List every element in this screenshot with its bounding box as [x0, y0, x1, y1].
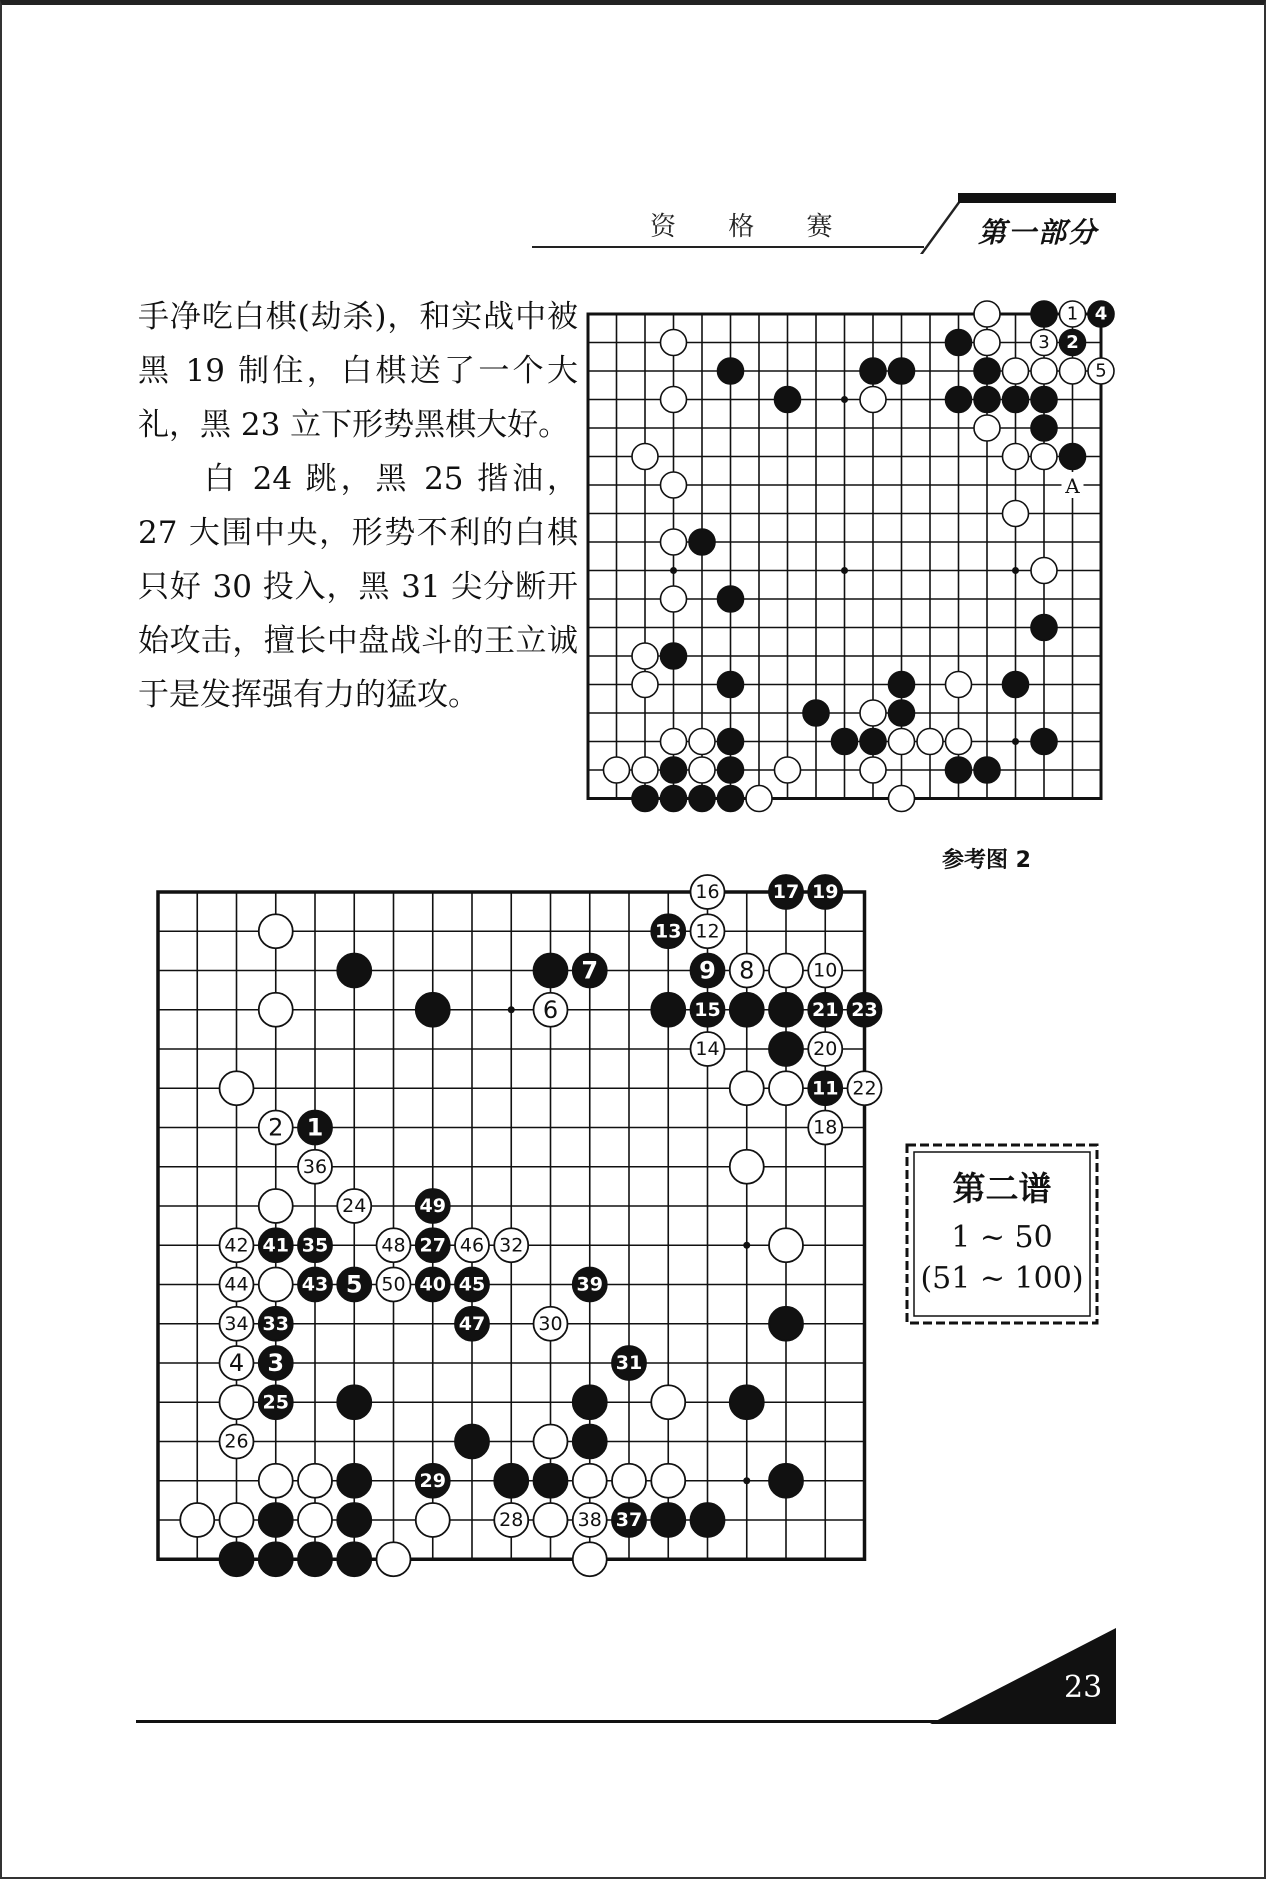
commentary-paragraph-2: 白 24 跳，黑 25 揩油，27 大围中央，形势不利的白棋只好 30 投入，黑 31 尖分断开始攻击，擅长中盘战斗的王立诚于是发挥强有力的猛攻。 — [138, 461, 578, 713]
black-stone — [220, 1542, 254, 1576]
move-number: 48 — [381, 1234, 406, 1257]
black-stone — [1031, 729, 1057, 755]
white-stone — [860, 700, 886, 726]
star-point — [743, 1477, 750, 1484]
black-stone — [259, 1503, 293, 1537]
move-number: 3 — [1038, 332, 1050, 353]
move-number: 5 — [345, 1270, 363, 1299]
white-stone — [974, 330, 1000, 356]
white-stone — [220, 1385, 254, 1419]
white-stone — [573, 1464, 607, 1498]
move-number: 42 — [224, 1234, 249, 1257]
black-stone — [974, 757, 1000, 783]
black-stone — [416, 993, 450, 1027]
star-point — [1012, 567, 1019, 574]
move-number: 21 — [812, 998, 839, 1021]
move-number: 7 — [581, 956, 599, 985]
move-number: 6 — [542, 995, 559, 1024]
commentary-text — [138, 290, 578, 722]
black-stone — [718, 586, 744, 612]
white-stone — [632, 672, 658, 698]
black-stone — [337, 1464, 371, 1498]
white-stone — [259, 993, 293, 1027]
black-stone — [689, 786, 715, 812]
move-number: 30 — [538, 1312, 563, 1335]
move-number: 1 — [1066, 303, 1079, 325]
move-number: 28 — [499, 1509, 524, 1531]
star-point — [841, 396, 848, 403]
white-stone — [632, 444, 658, 470]
black-stone — [259, 1542, 293, 1576]
black-stone — [769, 1307, 803, 1341]
white-stone — [220, 1071, 254, 1105]
black-stone — [1003, 672, 1029, 698]
white-stone — [651, 1385, 685, 1419]
white-stone — [730, 1071, 764, 1105]
white-stone — [860, 757, 886, 783]
white-stone — [534, 1503, 568, 1537]
move-number: 27 — [419, 1234, 446, 1257]
white-stone — [889, 729, 915, 755]
move-number: 11 — [812, 1077, 839, 1100]
black-stone — [730, 1385, 764, 1419]
black-stone — [889, 700, 915, 726]
main-diagram-board — [155, 881, 878, 1604]
white-stone — [689, 757, 715, 783]
header-rule — [532, 246, 924, 248]
white-stone — [416, 1503, 450, 1537]
move-number: 2 — [268, 1113, 284, 1142]
white-stone — [1003, 444, 1029, 470]
black-stone — [946, 757, 972, 783]
white-stone — [534, 1425, 568, 1459]
white-stone — [661, 586, 687, 612]
move-number: 12 — [695, 920, 720, 943]
white-stone — [651, 1464, 685, 1498]
white-stone — [775, 757, 801, 783]
move-number: 20 — [813, 1038, 838, 1060]
black-stone — [573, 1425, 607, 1459]
bottom-rule — [136, 1720, 1116, 1723]
white-stone — [769, 1228, 803, 1262]
move-number: 4 — [1094, 303, 1108, 325]
white-stone — [573, 1542, 607, 1576]
move-number: 50 — [381, 1273, 406, 1296]
black-stone — [1060, 444, 1086, 470]
move-number: 31 — [615, 1352, 643, 1374]
part-label: 第一部分 — [978, 216, 1099, 249]
move-number: 49 — [419, 1195, 446, 1217]
star-point — [1012, 738, 1019, 745]
white-stone — [1031, 558, 1057, 584]
move-number: 45 — [458, 1273, 486, 1296]
white-stone — [259, 1268, 293, 1302]
white-stone — [259, 1189, 293, 1223]
white-stone — [689, 729, 715, 755]
white-stone — [730, 1150, 764, 1184]
move-number: 34 — [224, 1312, 249, 1335]
black-stone — [889, 358, 915, 384]
move-number: 16 — [695, 881, 720, 903]
record-next-range: (51 ~ 100) — [920, 1261, 1084, 1296]
black-stone — [1003, 387, 1029, 413]
white-stone — [946, 672, 972, 698]
black-stone — [769, 993, 803, 1027]
move-number: 4 — [228, 1349, 245, 1377]
black-stone — [718, 672, 744, 698]
record-title: 第二谱 — [952, 1169, 1052, 1208]
black-stone — [1031, 415, 1057, 441]
white-stone — [661, 729, 687, 755]
star-point — [743, 1242, 750, 1249]
black-stone — [803, 700, 829, 726]
white-stone — [661, 330, 687, 356]
move-number: 38 — [577, 1509, 602, 1531]
record-moves-range: 1 ~ 50 — [951, 1220, 1053, 1255]
move-number: 32 — [499, 1234, 524, 1257]
black-stone — [689, 529, 715, 555]
move-number: 19 — [812, 881, 839, 903]
white-stone — [298, 1503, 332, 1537]
white-stone — [917, 729, 943, 755]
black-stone — [534, 1464, 568, 1498]
black-stone — [494, 1464, 528, 1498]
black-stone — [860, 729, 886, 755]
black-stone — [661, 757, 687, 783]
black-stone — [946, 330, 972, 356]
white-stone — [769, 954, 803, 988]
black-stone — [337, 954, 371, 988]
move-number: 10 — [813, 959, 838, 982]
white-stone — [769, 1071, 803, 1105]
move-number: 15 — [694, 998, 721, 1021]
black-stone — [661, 643, 687, 669]
white-stone — [889, 786, 915, 812]
black-stone — [769, 1464, 803, 1498]
page-number: 23 — [1064, 1670, 1103, 1705]
reference-diagram-board — [586, 303, 1114, 828]
white-stone — [632, 757, 658, 783]
white-stone — [1003, 501, 1029, 527]
white-stone — [661, 529, 687, 555]
header-bar — [958, 193, 1116, 203]
move-number: 1 — [306, 1113, 324, 1142]
black-stone — [573, 1385, 607, 1419]
black-stone — [730, 993, 764, 1027]
black-stone — [946, 387, 972, 413]
white-stone — [298, 1464, 332, 1498]
white-stone — [377, 1542, 411, 1576]
black-stone — [651, 993, 685, 1027]
black-stone — [337, 1503, 371, 1537]
move-number: 29 — [419, 1469, 446, 1492]
white-stone — [1031, 444, 1057, 470]
move-number: 44 — [224, 1273, 249, 1296]
black-stone — [860, 358, 886, 384]
move-number: 17 — [772, 881, 800, 903]
move-number: 9 — [699, 956, 716, 985]
white-stone — [860, 387, 886, 413]
move-number: 33 — [262, 1312, 289, 1335]
commentary-paragraph-1: 手净吃白棋(劫杀)，和实战中被黑 19 制住，白棋送了一个大礼，黑 23 立下形势黑棋大好。 — [138, 299, 578, 443]
black-stone — [337, 1542, 371, 1576]
black-stone — [632, 786, 658, 812]
black-stone — [1031, 615, 1057, 641]
reference-diagram-caption: 参考图 2 — [942, 848, 1031, 873]
black-stone — [775, 387, 801, 413]
black-stone — [337, 1385, 371, 1419]
move-number: 40 — [419, 1273, 446, 1296]
star-point — [508, 1006, 515, 1013]
black-stone — [691, 1503, 725, 1537]
move-number: 41 — [262, 1234, 289, 1257]
white-stone — [612, 1464, 646, 1498]
black-stone — [889, 672, 915, 698]
move-number: 46 — [459, 1234, 485, 1257]
move-number: 18 — [813, 1116, 838, 1139]
move-number: 47 — [458, 1312, 486, 1335]
move-number: 24 — [342, 1195, 367, 1217]
move-number: 22 — [852, 1077, 877, 1100]
move-number: 2 — [1066, 332, 1079, 353]
white-stone — [1060, 358, 1086, 384]
white-stone — [746, 786, 772, 812]
black-stone — [718, 358, 744, 384]
move-number: 36 — [302, 1155, 328, 1178]
white-stone — [632, 643, 658, 669]
black-stone — [455, 1425, 489, 1459]
star-point — [841, 567, 848, 574]
black-stone — [1031, 301, 1057, 327]
move-number: 26 — [224, 1430, 249, 1453]
white-stone — [1003, 358, 1029, 384]
black-stone — [298, 1542, 332, 1576]
white-stone — [220, 1503, 254, 1537]
move-number: 23 — [851, 998, 878, 1021]
section-title: 资 格 赛 — [650, 212, 855, 242]
white-stone — [661, 472, 687, 498]
move-number: 8 — [739, 956, 755, 985]
black-stone — [718, 729, 744, 755]
black-stone — [1031, 387, 1057, 413]
white-stone — [974, 415, 1000, 441]
move-number: 3 — [267, 1349, 285, 1377]
white-stone — [1031, 358, 1057, 384]
black-stone — [718, 757, 744, 783]
star-point — [670, 567, 677, 574]
white-stone — [946, 729, 972, 755]
move-number: 14 — [695, 1038, 720, 1060]
move-number: 37 — [615, 1509, 643, 1531]
black-stone — [769, 1032, 803, 1066]
white-stone — [180, 1503, 214, 1537]
white-stone — [604, 757, 630, 783]
move-number: 5 — [1095, 360, 1107, 382]
move-number: 39 — [576, 1273, 603, 1296]
move-number: 25 — [262, 1391, 289, 1414]
white-stone — [259, 914, 293, 948]
black-stone — [974, 358, 1000, 384]
point-a-label: A — [1065, 474, 1080, 498]
black-stone — [651, 1503, 685, 1537]
black-stone — [718, 786, 744, 812]
black-stone — [974, 387, 1000, 413]
black-stone — [534, 954, 568, 988]
move-number: 35 — [301, 1234, 329, 1257]
move-number: 13 — [655, 920, 682, 943]
white-stone — [259, 1464, 293, 1498]
white-stone — [974, 301, 1000, 327]
black-stone — [832, 729, 858, 755]
black-stone — [661, 786, 687, 812]
white-stone — [661, 387, 687, 413]
move-number: 43 — [301, 1273, 329, 1296]
game-record-box — [903, 1141, 1101, 1327]
